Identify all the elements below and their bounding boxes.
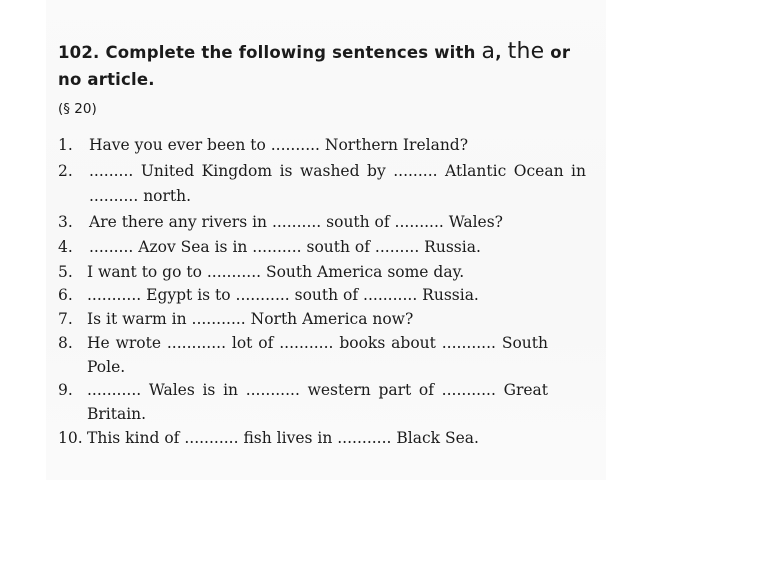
sentence-number: 1.: [58, 136, 73, 154]
sentence-item: [58, 332, 598, 380]
sentence-text: This kind of ........... fish lives in ........... Black Sea.: [87, 429, 479, 448]
exercise-page: [58, 38, 598, 451]
sentence-list-part-1: [58, 133, 598, 261]
sentence-number: 3.: [58, 212, 73, 231]
sentence-text: He wrote ............ lot of ........... books about ........... South Pole.: [87, 333, 548, 376]
sentence-number: 2.: [58, 161, 73, 180]
sentence-item: [58, 308, 598, 332]
heading-text-end: or no article.: [58, 43, 571, 89]
article-a-label: a: [481, 39, 496, 64]
sentence-item: [58, 159, 598, 210]
sentence-item: [58, 427, 598, 451]
sentence-list-part-2: [58, 261, 598, 451]
article-the-label: the: [507, 39, 545, 64]
sentence-number: 5.: [58, 262, 73, 281]
sentence-text: Are there any rivers in .......... south of .......... Wales?: [89, 212, 503, 231]
heading-text-start: 102. Complete the following sentences with: [58, 43, 482, 62]
sentence-number: 10.: [58, 429, 83, 448]
sentence-text: Have you ever been to .......... Northern Ireland?: [89, 136, 469, 154]
sentence-text: ........... Egypt is to ........... south of ........... Russia.: [87, 286, 479, 305]
heading-separator: ,: [495, 43, 508, 62]
exercise-heading: [58, 38, 598, 93]
sentence-item: [58, 284, 598, 308]
sentence-text: ........... Wales is in ........... western part of ........... Great Britain.: [87, 381, 548, 424]
sentence-item: [58, 379, 598, 427]
section-reference: (§ 20): [58, 101, 97, 117]
sentence-text: ......... Azov Sea is in .......... south of ......... Russia.: [89, 238, 481, 256]
sentence-number: 8.: [58, 333, 73, 352]
sentence-number: 6.: [58, 286, 73, 305]
sentence-number: 7.: [58, 310, 73, 329]
sentence-number: 9.: [58, 381, 73, 400]
sentence-text: ......... United Kingdom is washed by ......... Atlantic Ocean in .......... north.: [89, 161, 586, 205]
sentence-item: [58, 235, 598, 261]
sentence-item: [58, 210, 598, 236]
sentence-text: Is it warm in ........... North America now?: [87, 310, 414, 329]
sentence-text: I want to go to ........... South America some day.: [87, 262, 465, 281]
sentence-item: [58, 133, 598, 159]
sentence-number: 4.: [58, 238, 73, 256]
sentence-item: [58, 261, 598, 285]
